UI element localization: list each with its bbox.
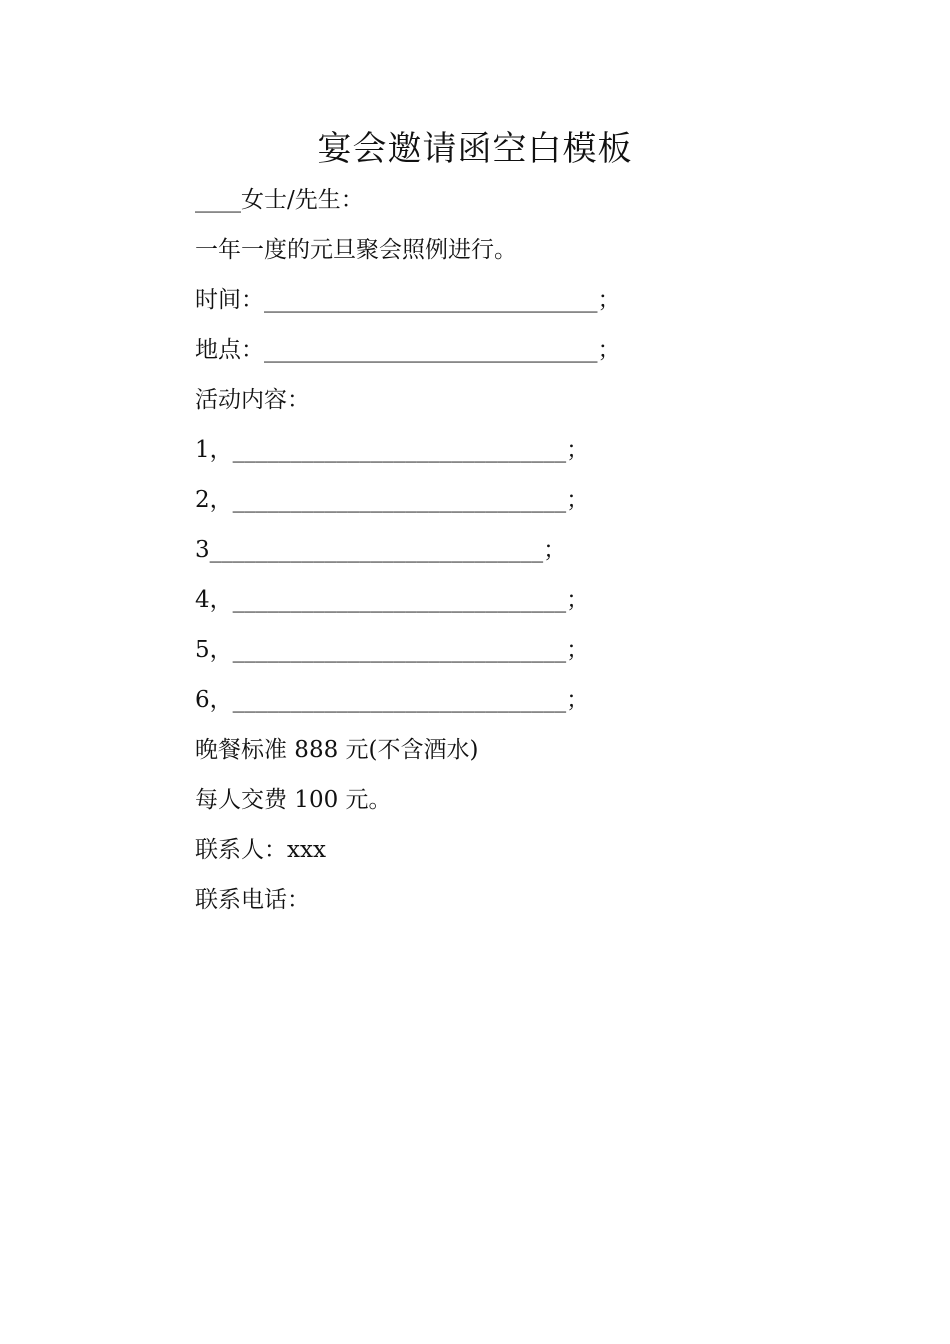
document-body: [195, 180, 755, 930]
contact-person-line: 联系人：xxx: [195, 837, 326, 863]
activity-item: 5，_____________________________；: [195, 637, 590, 663]
activities-heading: 活动内容：: [195, 387, 310, 413]
salutation-line: ____女士/先生：: [195, 187, 364, 213]
document-title: 宴会邀请函空白模板: [317, 129, 633, 169]
contact-phone-line: 联系电话：: [195, 887, 310, 913]
activity-item: 2，_____________________________；: [195, 487, 590, 513]
activity-item: 1，_____________________________；: [195, 437, 590, 463]
dinner-standard-line: 晚餐标准 888 元(不含酒水): [195, 737, 479, 763]
time-line: 时间：_____________________________；: [195, 287, 621, 313]
activity-item: 4，_____________________________；: [195, 587, 590, 613]
activity-item: 6，_____________________________；: [195, 687, 590, 713]
intro-line: 一年一度的元旦聚会照例进行。: [195, 237, 517, 263]
activity-item: 3_____________________________；: [195, 537, 567, 563]
location-line: 地点：_____________________________；: [195, 337, 621, 363]
fee-line: 每人交费 100 元。: [195, 787, 392, 813]
